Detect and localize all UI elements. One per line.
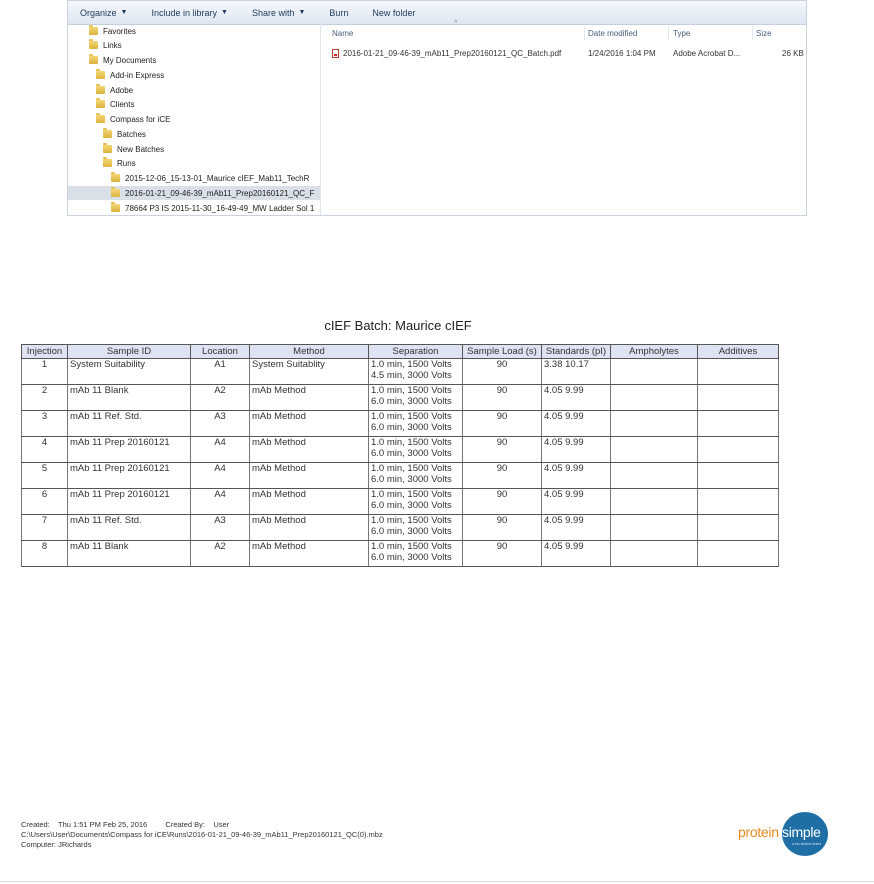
tree-item-run-2016-01-21[interactable] <box>68 186 321 200</box>
cell-additives <box>698 359 779 385</box>
file-size <box>782 47 804 59</box>
separation-step-2: 6.0 min, 3000 Volts <box>371 473 452 485</box>
burn-button[interactable] <box>317 1 360 24</box>
explorer-toolbar <box>68 1 806 25</box>
cell-sample-load: 90 <box>463 489 542 515</box>
cell-standards: 4.05 9.99 <box>542 385 611 411</box>
file-name: 2016-01-21_09-46-39_mAb11_Prep20160121_QC_Batch.pdf <box>343 48 562 58</box>
separation-step-1: 1.0 min, 1500 Volts <box>371 385 452 396</box>
organize-label: Organize <box>80 7 117 18</box>
cell-additives <box>698 385 779 411</box>
separation-step-2: 4.5 min, 3000 Volts <box>371 369 452 381</box>
header-sample-load: Sample Load (s) <box>463 345 542 359</box>
cell-injection: 3 <box>22 411 68 437</box>
header-ampholytes: Ampholytes <box>611 345 698 359</box>
created-value: Thu 1:51 PM Feb 25, 2016 <box>57 820 148 829</box>
cell-sample-id: mAb 11 Ref. Std. <box>68 411 191 437</box>
cell-method: mAb Method <box>250 385 369 411</box>
cell-separation <box>369 385 463 411</box>
folder-icon <box>96 71 105 79</box>
header-injection: Injection <box>22 345 68 359</box>
folder-icon <box>111 189 120 197</box>
separation-step-1: 1.0 min, 1500 Volts <box>371 541 452 552</box>
tree-item-my-documents[interactable] <box>68 53 321 67</box>
cell-additives <box>698 437 779 463</box>
include-in-library-button[interactable] <box>139 1 239 24</box>
cell-location: A4 <box>191 437 250 463</box>
tree-item-run-78664[interactable] <box>68 201 321 215</box>
cell-method: mAb Method <box>250 437 369 463</box>
column-header-label: Date modified <box>588 28 638 38</box>
tree-item-label: Adobe <box>110 85 134 95</box>
cell-additives <box>698 515 779 541</box>
table-row <box>22 385 779 411</box>
created-by-value: User <box>213 820 230 829</box>
cell-injection: 8 <box>22 541 68 567</box>
cell-separation <box>369 411 463 437</box>
separation-step-2: 6.0 min, 3000 Volts <box>371 421 452 433</box>
tree-item-clients[interactable] <box>68 97 321 111</box>
cell-sample-load: 90 <box>463 515 542 541</box>
logo-text-protein: protein <box>738 824 779 840</box>
tree-item-label: Favorites <box>103 26 136 36</box>
file-size-text: 26 KB <box>782 48 804 58</box>
batch-table <box>21 344 779 567</box>
computer-value: JRichards <box>58 840 92 849</box>
table-row <box>22 411 779 437</box>
burn-label: Burn <box>329 7 349 18</box>
share-with-label: Share with <box>251 7 295 18</box>
cell-ampholytes <box>611 541 698 567</box>
header-separation: Separation <box>369 345 463 359</box>
cell-location: A2 <box>191 385 250 411</box>
tree-item-new-batches[interactable] <box>68 142 321 156</box>
new-folder-button[interactable] <box>360 1 427 24</box>
proteinsimple-logo <box>738 812 832 856</box>
separation-step-2: 6.0 min, 3000 Volts <box>371 525 452 537</box>
cell-sample-id: System Suitability <box>68 359 191 385</box>
tree-item-label: Add-in Express <box>110 70 165 80</box>
chevron-down-icon: ▼ <box>221 9 228 16</box>
folder-icon <box>111 204 120 212</box>
cell-standards: 4.05 9.99 <box>542 489 611 515</box>
cell-sample-load: 90 <box>463 541 542 567</box>
column-header-name[interactable] <box>332 24 353 42</box>
column-header-type[interactable] <box>673 24 690 42</box>
table-row <box>22 463 779 489</box>
new-folder-label: New folder <box>372 7 416 18</box>
table-row <box>22 437 779 463</box>
cell-standards: 4.05 9.99 <box>542 463 611 489</box>
cell-additives <box>698 411 779 437</box>
file-type <box>673 47 740 59</box>
column-header-label: Name <box>332 28 354 38</box>
chevron-down-icon: ▼ <box>298 9 306 16</box>
file-date-text: 1/24/2016 1:04 PM <box>588 48 656 58</box>
file-explorer-window <box>67 0 807 216</box>
cell-ampholytes <box>611 489 698 515</box>
cell-method: mAb Method <box>250 515 369 541</box>
cell-standards: 3.38 10.17 <box>542 359 611 385</box>
cell-separation <box>369 359 463 385</box>
cell-injection: 7 <box>22 515 68 541</box>
computer-label: Computer: <box>21 840 57 849</box>
table-header-row <box>22 345 779 359</box>
cell-location: A1 <box>191 359 250 385</box>
separation-step-2: 6.0 min, 3000 Volts <box>371 447 452 459</box>
folder-icon <box>89 41 98 49</box>
chevron-down-icon: ▼ <box>120 9 128 16</box>
tree-item-label: 2016-01-21_09-46-39_mAb11_Prep20160121_QC_F <box>125 188 315 198</box>
tree-item-label: Runs <box>117 158 136 168</box>
sort-ascending-icon: ^ <box>454 20 458 27</box>
organize-button[interactable] <box>68 1 139 24</box>
file-row-name[interactable] <box>332 47 561 59</box>
separation-step-1: 1.0 min, 1500 Volts <box>371 515 452 526</box>
cell-sample-load: 90 <box>463 437 542 463</box>
page-bottom-divider <box>0 881 874 882</box>
column-separator[interactable] <box>752 26 753 40</box>
tree-item-label: Links <box>103 40 122 50</box>
table-row <box>22 359 779 385</box>
tree-item-batches[interactable] <box>68 127 321 141</box>
cell-sample-id: mAb 11 Blank <box>68 541 191 567</box>
cell-separation <box>369 541 463 567</box>
cell-separation <box>369 489 463 515</box>
cell-additives <box>698 541 779 567</box>
cell-separation <box>369 515 463 541</box>
cell-standards: 4.05 9.99 <box>542 541 611 567</box>
header-location: Location <box>191 345 250 359</box>
tree-item-label: Compass for iCE <box>110 114 171 124</box>
pdf-file-icon <box>332 49 339 58</box>
cell-ampholytes <box>611 359 698 385</box>
cell-additives <box>698 489 779 515</box>
cell-sample-id: mAb 11 Prep 20160121 <box>68 489 191 515</box>
tree-item-run-2015-12-06[interactable] <box>68 171 321 185</box>
cell-separation <box>369 437 463 463</box>
column-separator[interactable] <box>668 26 669 40</box>
logo-text-simple: simple <box>782 824 821 840</box>
tree-item-label: 2015-12-06_15-13-01_Maurice cIEF_Mab11_TechR <box>125 173 310 183</box>
cell-ampholytes <box>611 411 698 437</box>
column-header-label: Type <box>673 28 691 38</box>
header-standards: Standards (pI) <box>542 345 611 359</box>
report-footer <box>21 820 383 850</box>
separation-step-1: 1.0 min, 1500 Volts <box>371 411 452 422</box>
folder-icon <box>103 159 112 167</box>
cell-method: System Suitablity <box>250 359 369 385</box>
footer-created-row <box>21 820 383 830</box>
cell-standards: 4.05 9.99 <box>542 515 611 541</box>
file-type-text: Adobe Acrobat D... <box>673 48 741 58</box>
tree-item-compass-for-ice[interactable] <box>68 112 321 126</box>
logo-tagline: a bio-techne brand <box>792 842 822 846</box>
cell-method: mAb Method <box>250 411 369 437</box>
cell-ampholytes <box>611 437 698 463</box>
file-list-pane[interactable] <box>320 20 806 216</box>
folder-icon <box>103 145 112 153</box>
separation-step-2: 6.0 min, 3000 Volts <box>371 395 452 407</box>
created-label: Created: <box>21 820 50 829</box>
tree-item-runs[interactable] <box>68 156 321 170</box>
cell-method: mAb Method <box>250 463 369 489</box>
header-method: Method <box>250 345 369 359</box>
include-in-library-label: Include in library <box>151 7 217 18</box>
table-row <box>22 489 779 515</box>
cell-ampholytes <box>611 463 698 489</box>
folder-icon <box>96 115 105 123</box>
cell-sample-id: mAb 11 Prep 20160121 <box>68 437 191 463</box>
separation-step-1: 1.0 min, 1500 Volts <box>371 489 452 500</box>
tree-item-favorites[interactable] <box>68 24 321 38</box>
cell-location: A4 <box>191 463 250 489</box>
cell-method: mAb Method <box>250 541 369 567</box>
footer-computer-row <box>21 840 383 850</box>
cell-standards: 4.05 9.99 <box>542 437 611 463</box>
folder-icon <box>89 56 98 64</box>
created-by-label: Created By: <box>165 820 206 829</box>
folder-icon <box>111 174 120 182</box>
file-date-modified <box>588 47 656 59</box>
column-header-date-modified[interactable] <box>588 24 637 42</box>
folder-icon <box>103 130 112 138</box>
cell-location: A3 <box>191 515 250 541</box>
cell-sample-load: 90 <box>463 359 542 385</box>
folder-icon <box>96 86 105 94</box>
cell-sample-id: mAb 11 Blank <box>68 385 191 411</box>
cell-location: A2 <box>191 541 250 567</box>
header-sample-id: Sample ID <box>68 345 191 359</box>
footer-path: C:\Users\User\Documents\Compass for iCE\Runs\2016-01-21_09-46-39_mAb11_Prep20160121_QC(0).mbz <box>21 830 383 839</box>
cell-sample-load: 90 <box>463 411 542 437</box>
cell-separation <box>369 463 463 489</box>
header-additives: Additives <box>698 345 779 359</box>
cell-standards: 4.05 9.99 <box>542 411 611 437</box>
report-title: cIEF Batch: Maurice cIEF <box>324 318 472 333</box>
column-header-label: Size <box>756 28 772 38</box>
cell-location: A4 <box>191 489 250 515</box>
tree-item-label: New Batches <box>117 144 165 154</box>
tree-item-label: Clients <box>110 99 135 109</box>
cell-sample-id: mAb 11 Prep 20160121 <box>68 463 191 489</box>
table-row <box>22 515 779 541</box>
cell-injection: 6 <box>22 489 68 515</box>
separation-step-1: 1.0 min, 1500 Volts <box>371 463 452 474</box>
tree-item-label: Batches <box>117 129 146 139</box>
separation-step-2: 6.0 min, 3000 Volts <box>371 551 452 563</box>
cell-injection: 4 <box>22 437 68 463</box>
favorites-folder-icon <box>89 27 98 35</box>
tree-item-links[interactable] <box>68 38 321 52</box>
separation-step-2: 6.0 min, 3000 Volts <box>371 499 452 511</box>
cell-sample-id: mAb 11 Ref. Std. <box>68 515 191 541</box>
column-separator[interactable] <box>584 26 585 40</box>
cell-additives <box>698 463 779 489</box>
share-with-button[interactable] <box>240 1 317 24</box>
cell-ampholytes <box>611 385 698 411</box>
cell-injection: 2 <box>22 385 68 411</box>
folder-icon <box>96 100 105 108</box>
tree-item-label: My Documents <box>103 55 157 65</box>
tree-item-adobe[interactable] <box>68 83 321 97</box>
tree-item-label: 78664 P3 IS 2015-11-30_16-49-49_MW Ladder Sol 1 <box>125 203 315 213</box>
table-row <box>22 541 779 567</box>
cell-sample-load: 90 <box>463 463 542 489</box>
cell-method: mAb Method <box>250 489 369 515</box>
separation-step-1: 1.0 min, 1500 Volts <box>371 437 452 448</box>
cell-injection: 1 <box>22 359 68 385</box>
cell-ampholytes <box>611 515 698 541</box>
tree-item-add-in-express[interactable] <box>68 68 321 82</box>
cell-location: A3 <box>191 411 250 437</box>
navigation-pane[interactable] <box>68 24 321 216</box>
separation-step-1: 1.0 min, 1500 Volts <box>371 359 452 370</box>
column-header-size[interactable] <box>756 24 772 42</box>
cell-sample-load: 90 <box>463 385 542 411</box>
cell-injection: 5 <box>22 463 68 489</box>
